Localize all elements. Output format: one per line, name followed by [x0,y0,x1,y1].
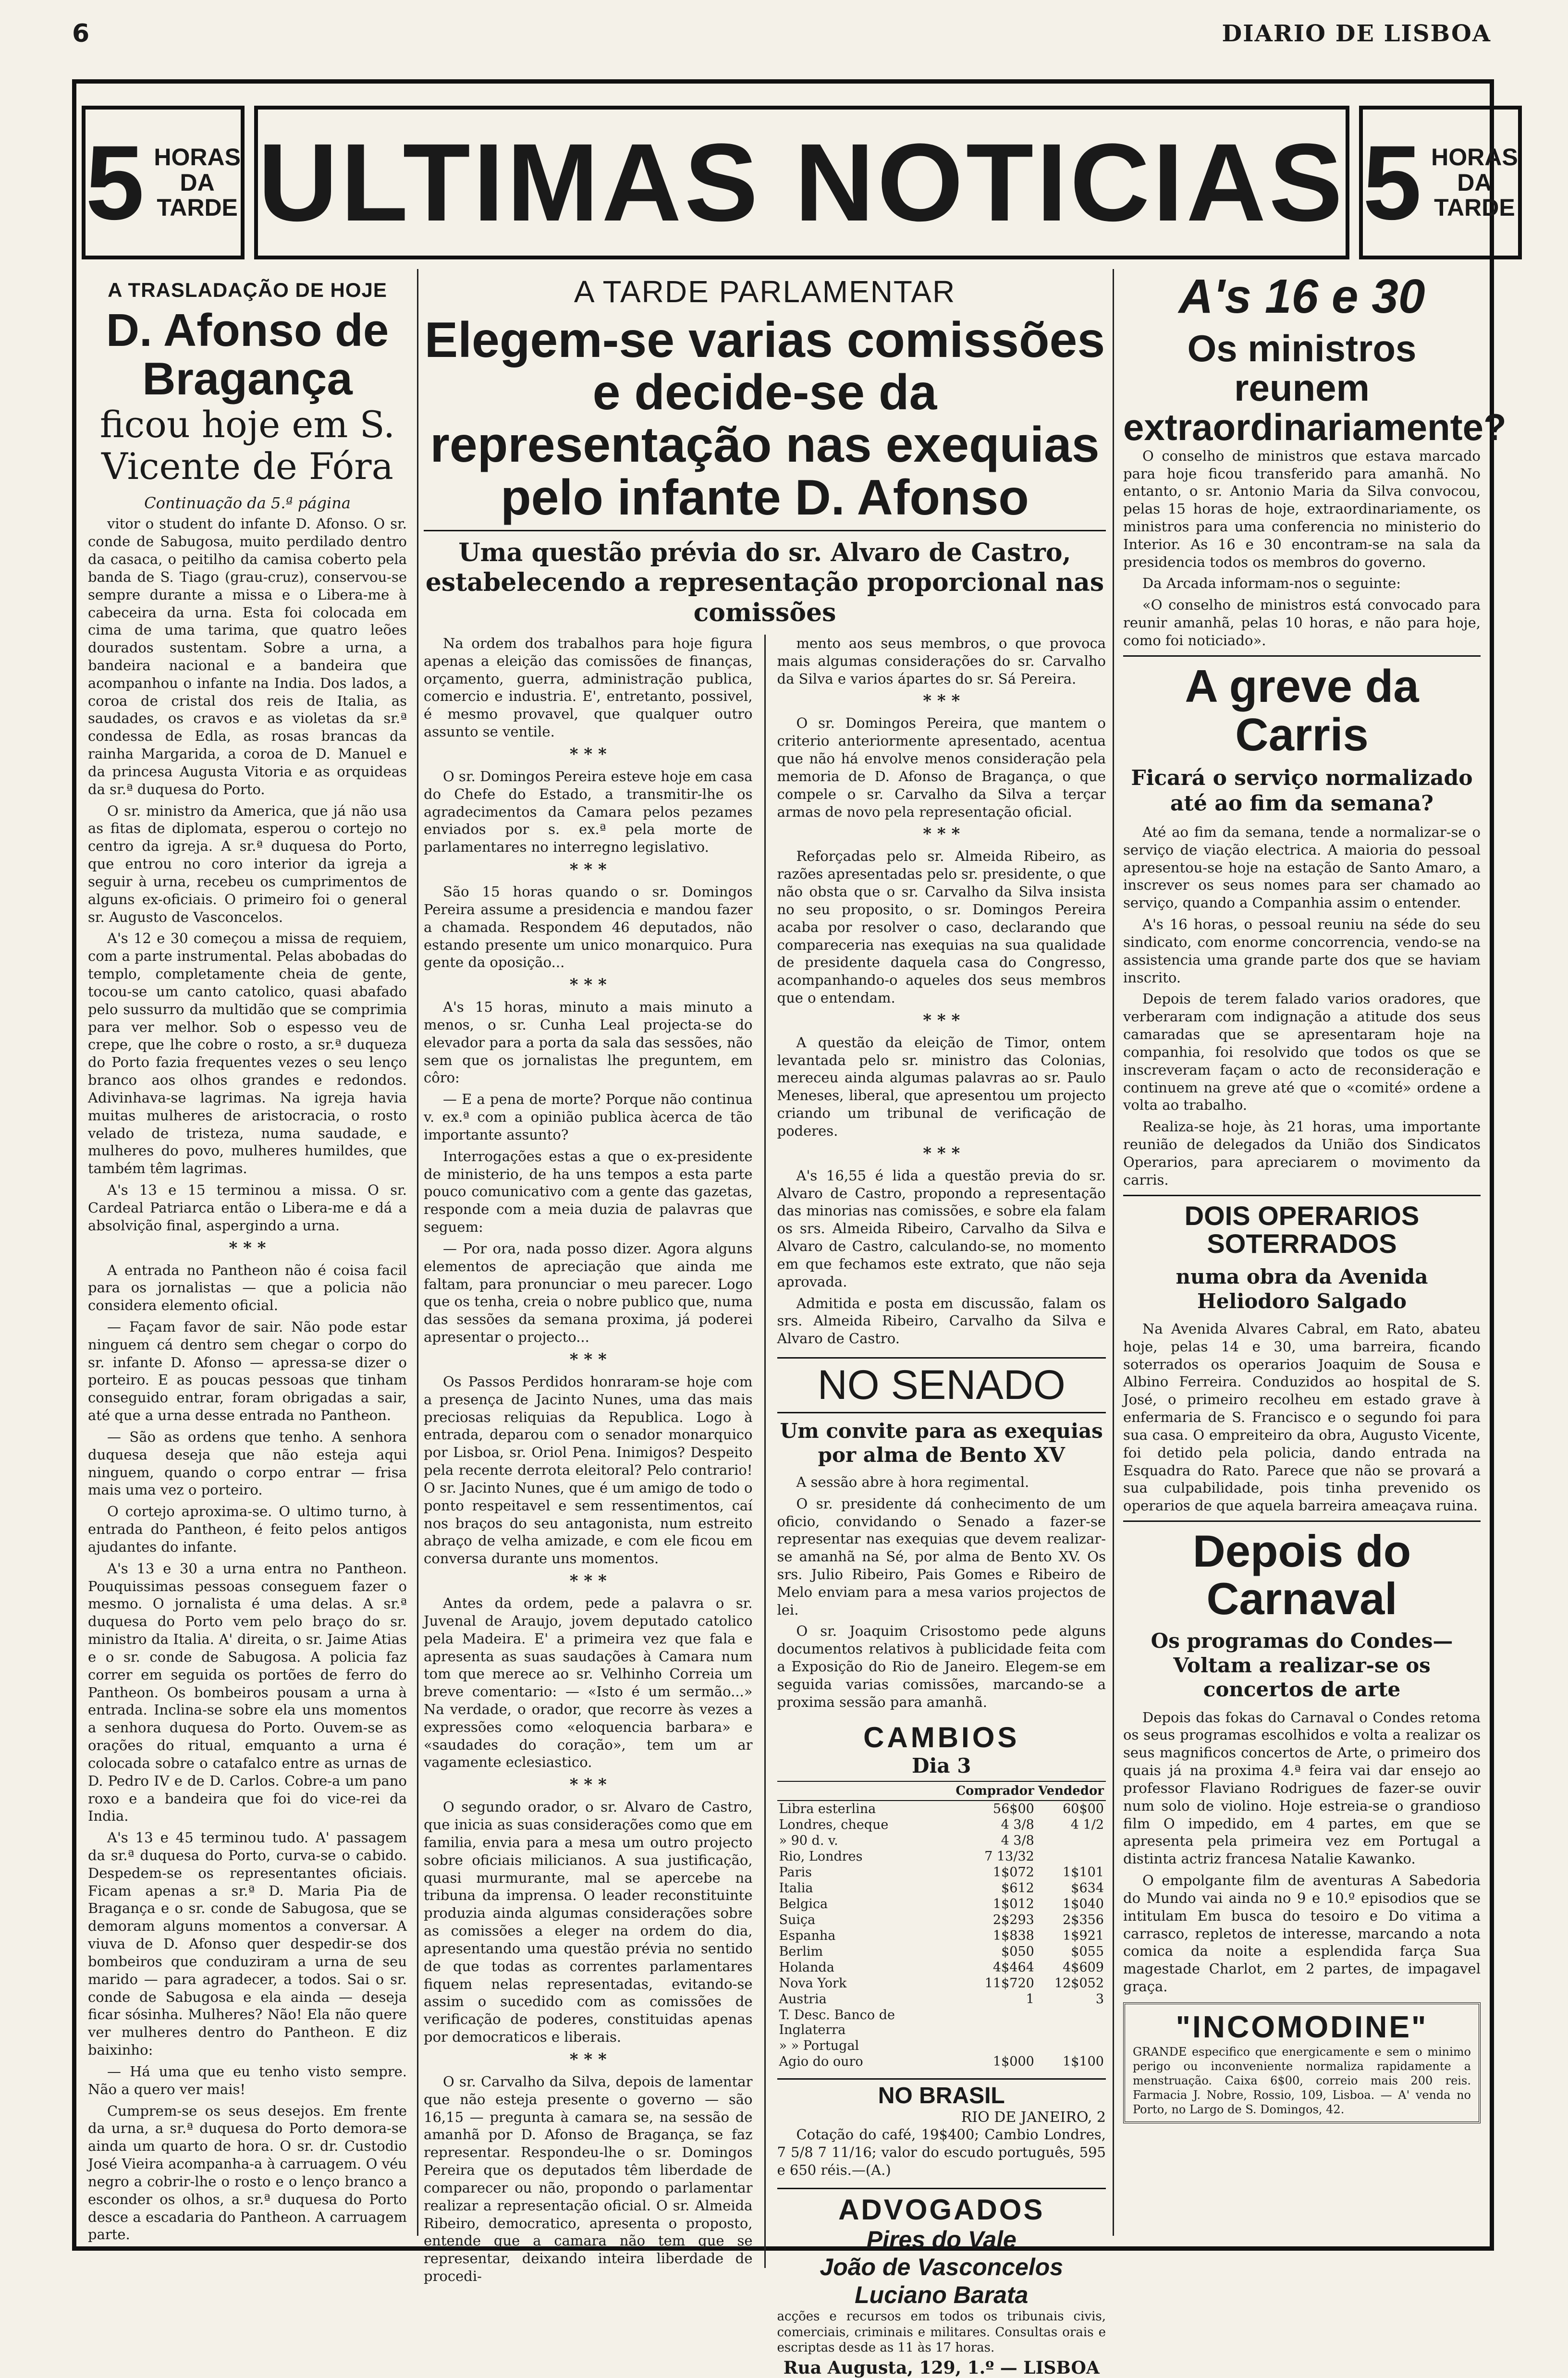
cambios-cell-vende [1036,1849,1106,1864]
cambios-row [777,1944,1106,1960]
left-hours-box [82,106,245,259]
col2-paragraph: São 15 horas quando o sr. Domingos Pereira assume a presidencia e mandou fazer a chamada. Respondem 46 deputados, não estando presente um unico monarquico. Pura gente da oposição... [424,883,753,971]
cambios-cell-compra: 4$464 [992,1960,1034,1975]
cambios-cell-compra: 1$838 [992,1928,1034,1944]
cambios-header-label [777,1781,954,1801]
col3-subhead-4: Os programas do Condes—Voltam a realizar-se os concertos de arte [1151,1629,1453,1702]
col2-paragraph: O sr. Domingos Pereira esteve hoje em casa do Chefe do Estado, a transmitir-lhe os agradecimentos da Camara pelos pezames enviados por s. ex.ª pela morte de parlamentares no interregno legislativo. [424,768,753,856]
incomodine-ad-text: GRANDE especifico que energicamente e sem o minimo perigo ou inconveniente normaliza rapidamente a menstruação. Caixa 6$00, correio mais 200 reis. Farmacia J. Nobre, Rossio, 109, Lisboa. — A' venda no Porto, no Largo de S. Domingos, 42. [1133,2045,1471,2116]
col1-deck: ficou hoje em S. Vicente de Fóra [99,403,395,488]
cambios-cell-label: Suiça [779,1912,816,1928]
brasil-title: NO BRASIL [777,2078,1106,2109]
cambios-cell-label: Belgica [779,1897,828,1912]
divider [1123,1195,1481,1196]
cambios-header-row [777,1781,1106,1801]
cambios-cell-compra: 1$012 [992,1897,1034,1912]
col3-headline-3: DOIS OPERARIOS SOTERRADOS [1184,1200,1420,1259]
col3-headline-4: Depois do Carnaval [1192,1526,1411,1624]
senado-paragraph: A sessão abre à hora regimental. [796,1473,1029,1490]
col2-paragraph: Antes da ordem, pede a palavra o sr. Juvenal de Araujo, jovem deputado catolico pela Madeira. E' a primeira vez que fala e apresenta as suas saudações à Camara num tom que merece ao sr. Velhinho Correia um breve comentario: — «Isto é um sermão...» Na verdade, o orador, que recorre às vezes a expressões como «eloquencia barbara» e «saudades do coração», tem um ar vagamente eclesiastico. [424,1595,753,1771]
section-separator: * * * [229,1238,266,1258]
advogados-name: Luciano Barata [855,2281,1029,2308]
col1-continuation: Continuação da 5.ª página [144,494,351,513]
brasil-dateline: RIO DE JANEIRO, 2 [961,2109,1106,2126]
col1-paragraph: — São as ordens que tenho. A senhora duquesa deseja que não esteja aqui ninguem, quando o corpo entrar — frisa mais uma vez o porteiro. [88,1428,407,1498]
col3-headline-1: Os ministros reunem extraordinariamente? [1123,327,1507,448]
col2-paragraph: A questão da eleição de Timor, ontem levantada pelo sr. ministro das Colonias, mereceu ainda algumas palavras ao sr. Paulo Meneses, liberal, que apresentou um projecto criando um tribunal de verificação de poderes. [777,1034,1106,1139]
advogados-title: ADVOGADOS [838,2193,1045,2226]
cambios-cell-compra: 11$720 [984,1976,1034,1991]
brasil-text: Cotação do café, 19$400; Cambio Londres, 7 5/8 7 11/16; valor do escudo português, 595 e 650 réis.—(A.) [777,2126,1106,2178]
col3-paragraph: Até ao fim da semana, tende a normalizar-se o serviço de viação electrica. A maioria do pessoal apresentou-se hoje na estação de Santo Amaro, a inscrever os seus nomes para ser chamado ao serviço, quando a Companhia assim o entender. [1123,823,1481,911]
cambios-cell-label: Libra esterlina [779,1802,876,1817]
col2-paragraph: — E a pena de morte? Porque não continua v. ex.ª com a opinião publica àcerca de tão importante assunto? [424,1091,753,1143]
cambios-row [777,1801,1106,1817]
cambios-cell-label: Espanha [779,1928,836,1944]
cambios-cell-vende: 60$00 [1063,1802,1104,1817]
col2-paragraph: Os Passos Perdidos honraram-se hoje com a presença de Jacinto Nunes, uma das mais preciosas reliquias da Republica. Logo à entrada, deparou com o senador monarquico por Lisboa, sr. Oriol Pena. Inimigos? Despeito pela recente derrota eleitoral? Pelo contrario! O sr. Jacinto Nunes, que é um amigo de todo o ponto respeitavel e sem ressentimentos, caí nos braços do seu antagonista, num estreito abraço de velha amizade, e com ele ficou em conversa durante uns momentos. [424,1373,753,1567]
incomodine-ad-name: "INCOMODINE" [1176,2009,1428,2044]
column-1 [79,269,416,2243]
senado-paragraph: O sr. Joaquim Crisostomo pede alguns documentos relativos à publicidade feita com a Exposição do Rio de Janeiro. Elegem-se em seguida varias comissões, marcando-se a proxima sessão para amanhã. [777,1623,1106,1710]
cambios-cell-vende: $055 [1071,1944,1104,1960]
col2-paragraph: A's 16,55 é lida a questão previa do sr. Alvaro de Castro, propondo a representação das minorias nas comissões, e sobre ela falam os srs. Almeida Ribeiro, Carvalho da Silva e Alvaro de Castro, calculando-se, no momento em que fechamos este extrato, que não seja aprovada. [777,1167,1106,1290]
left-hours-word-2: DA [180,169,215,196]
cambios-row [777,1896,1106,1912]
cambios-cell-vende: 4$609 [1063,1960,1104,1975]
cambios-cell-compra: 1$072 [992,1865,1034,1880]
cambios-cell-compra: 1$000 [992,2054,1034,2070]
col3-paragraph: O conselho de ministros que estava marcado para hoje ficou transferido para amanhã. No entanto, o sr. Antonio Maria da Silva convocou, pelas 15 horas de hoje, extraordinariamente, os ministros para uma conferencia no ministerio do Interior. As 16 e 30 encontram-se na sala da presidencia todos os membros do governo. [1123,447,1481,570]
col2-kicker: A TARDE PARLAMENTAR [574,274,956,309]
section-separator: * * * [569,1775,607,1795]
col1-headline: D. Afonso de Bragança [106,305,389,405]
col1-paragraph: O sr. ministro da America, que já não usa as fitas de diplomata, esperou o cortejo no centro da igreja. A sr.ª duquesa do Porto, que entrou no coro interior da igreja a seguir à urna, recebeu os cumprimentos de alguns ex-oficiais. O primeiro foi o general sr. Augusto de Vasconcelos. [88,802,407,925]
page-header [72,19,1491,48]
cambios-cell-vende: 1$040 [1063,1897,1104,1912]
col2-right-subcolumn [777,635,1106,2378]
cambios-row [777,1928,1106,1944]
section-separator: * * * [923,1143,960,1163]
cambios-cell-label: Berlim [779,1944,823,1960]
left-hours-number: 5 [86,123,145,242]
col1-paragraph: — Façam favor de sair. Não pode estar ninguem cá dentro sem chegar o corpo do sr. infante D. Afonso — apressa-se dizer o porteiro. E as poucas pessoas que tinham conseguido entrar, foram obrigadas a sair, até que a urna desse entrada no Pantheon. [88,1318,407,1424]
cambios-cell-vende: 2$356 [1063,1912,1104,1928]
advogados-ad [777,2188,1106,2378]
right-hours-number: 5 [1362,123,1422,242]
col2-body [424,635,1106,2378]
col2-paragraph: Interrogações estas a que o ex-presidente de ministerio, de ha uns tempos a esta parte pouco comunicativo com a gente das gazetas, responde com a meia duzia de palavras que seguem: [424,1148,753,1236]
col1-kicker: A TRASLADAÇÃO DE HOJE [108,279,387,301]
col3-kicker: A's 16 e 30 [1178,270,1425,323]
cambios-cell-label: Paris [779,1865,812,1880]
col1-paragraph: vitor o student do infante D. Afonso. O sr. conde de Sabugosa, muito perdilado dentro da casaca, o peitilho da camisa coberto pela banda de S. Tiago (grau-cruz), conservou-se sempre durante a missa e o Libera-me à cabeceira da urna. Esta foi colocada em cima de uma tarima, que quatro leões dourados sustentam. Sobre a urna, a bandeira nacional e a bandeira que acompanhou o infante na India. Dos lados, a coroa de cristal dos reis de Italia, as saudades, os cravos e as violetas da sr.ª condessa de Edla, as rosas brancas da rainha Margarida, a coroa de D. Manuel e da princesa Augusta Vitoria e as orquideas da sr.ª duquesa do Porto. [88,515,407,797]
cambios-row [777,1960,1106,1975]
cambios-row [777,1880,1106,1896]
cambios-cell-compra: $050 [1001,1944,1034,1960]
col3-paragraph: Realiza-se hoje, às 21 horas, uma importante reunião de delegados da União dos Sindicatos Operarios, para apreciarem o movimento da carris. [1123,1118,1481,1188]
cambios-cell-label: Austria [779,1992,827,2007]
cambios-cell-compra: 7 13/32 [984,1849,1034,1864]
cambios-cell-compra [954,2038,1036,2054]
cambios-cell-compra: 4 3/8 [1001,1817,1034,1833]
col3-headline-2: A greve da Carris [1185,660,1419,760]
col3-paragraph: Da Arcada informam-nos o seguinte: [1142,575,1401,592]
cambios-cell-vende: 12$052 [1054,1976,1104,1991]
cambios-cell-vende: 3 [1095,1992,1104,2007]
col2-paragraph: mento aos seus membros, o que provoca mais algumas considerações do sr. Carvalho da Silva e varios ápartes do sr. Sá Pereira. [777,635,1106,687]
section-title: ULTIMAS NOTICIAS [254,106,1349,259]
cambios-cell-label: Italia [779,1881,813,1896]
cambios-header-vende: Vendedor [1036,1781,1106,1801]
col1-paragraph: — Há uma que eu tenho visto sempre. Não a quero ver mais! [88,2063,407,2097]
cambios-cell-compra: 2$293 [992,1912,1034,1928]
col3-subhead-2: Ficará o serviço normalizado até ao fim da semana? [1131,766,1473,816]
cambios-row [777,1849,1106,1864]
cambios-table [777,1781,1106,2070]
right-hours-word-3: TARDE [1434,194,1515,221]
cambios-cell-compra: 56$00 [992,1802,1034,1817]
section-banner [82,106,1518,259]
advogados-name: Pires do Vale [866,2226,1017,2253]
cambios-row [777,1975,1106,1991]
left-hours-word-1: HORAS [154,144,241,171]
cambios-cell-label: Nova York [779,1976,847,1991]
cambios-row [777,1912,1106,1928]
column-2 [419,269,1111,2378]
advogados-text: acções e recursos em todos os tribunais civis, comerciais, criminais e militares. Consultas orais e escriptas desde as 11 às 17 horas. [777,2309,1106,2355]
section-separator: * * * [923,824,960,844]
col3-paragraph: O empolgante film de aventuras A Sabedoria do Mundo vai ainda no 9 e 10.º episodios que se intitulam Em busca do tesoiro e Do vitima a carrasco, repletos de interesse, marcando a nota comica da noite a esplendida farça Sua magestade Charlot, em 2 partes, de impagavel graça. [1123,1872,1481,1995]
cambios-cell-label: Rio, Londres [779,1849,863,1864]
col3-paragraph: Depois de terem falado varios oradores, que verberaram com indignação a atitude dos seus camaradas que se apresentaram hoje na companhia, foi resolvido que todos os que se inscreveram façam o acto de reconsideração e continuem na greve até que o «comité» ordene a volta ao trabalho. [1123,991,1481,1114]
section-separator: * * * [569,744,607,764]
col2-paragraph: Reforçadas pelo sr. Almeida Ribeiro, as razões apresentadas pelo sr. presidente, o que não obsta que o sr. Carvalho da Silva insista no seu proposito, o sr. Domingos Pereira acaba por resolver o caso, declarando que compareceria nas exequias na sua qualidade de presidente daquela casa do Congresso, acompanhando-o aqueles dos seus membros que o entendam. [777,848,1106,1006]
right-hours-word-1: HORAS [1431,144,1518,171]
divider [1123,655,1481,657]
col2-subhead: Uma questão prévia do sr. Alvaro de Castro, estabelecendo a representação proporcional nas comissões [425,538,1104,627]
cambios-cell-label: » 90 d. v. [779,1833,838,1849]
cambios-title: CAMBIOS [863,1721,1020,1753]
col1-paragraph: A's 13 e 45 terminou tudo. A' passagem da sr.ª duquesa do Porto, curva-se o cabido. Despedem-se os representantes oficiais. Ficam apenas a sr.ª D. Maria Pia de Bragança e o sr. conde de Sabugosa, que se demoram alguns momentos a conversar. A viuva de D. Afonso quer despedir-se dos bombeiros que conduziram a urna de seu marido — para agradecer, a todos. Sai o sr. conde de Sabugosa e ela ainda — deseja ficar sósinha. Mulheres? Não! Ela não quere ver mulheres dentro do Pantheon. E diz baixinho: [88,1829,407,2059]
cambios-row [777,1833,1106,1849]
col3-paragraph: «O conselho de ministros está convocado para reunir amanhã, pelas 10 horas, e não para hoje, como foi noticiado». [1123,597,1481,649]
senado-subhead: Um convite para as exequias por alma de Bento XV [780,1419,1103,1467]
incomodine-ad [1123,2002,1481,2123]
column-rule [1113,269,1114,2236]
column-rule [764,635,766,2268]
cambios-cell-label: » » Portugal [779,2038,859,2054]
cambios-cell-vende [1036,2038,1106,2054]
col2-left-subcolumn [424,635,753,2284]
cambios-row [777,2038,1106,2054]
col3-paragraph: A's 16 horas, o pessoal reuniu na séde do seu sindicato, com enorme concorrencia, vendo-se na assistencia uma grande parte dos que se haviam inscrito. [1123,916,1481,986]
senado-paragraph: O sr. presidente dá conhecimento de um oficio, convidando o Senado a fazer-se representar nas exequias que devem realizar-se amanhã na Sé, por alma de Bento XV. Os srs. Julio Ribeiro, Pais Gomes e Ribeiro de Melo enviam para a mesa varios projectos de lei. [777,1495,1106,1618]
section-separator: * * * [569,860,607,880]
col1-paragraph: A's 13 e 30 a urna entra no Pantheon. Pouquissimas pessoas conseguem fazer o mesmo. O jornalista é uma delas. A sr.ª duquesa do Porto vem pelo braço do sr. ministro da Italia. A' direita, o sr. Jaime Atias e o sr. conde de Sabugosa. A policia faz correr em seguida os portões de ferro do Pantheon. Os bombeiros pousam a urna à entrada. Inclina-se sobre ela uns momentos a senhora duquesa do Porto. Ouvem-se as orações do ritual, emquanto a urna é colocada sobre o catafalco entre as urnas de D. Pedro IV e de D. Carlos. Cobre-a um pano roxo e a bandeira que foi do vice-rei da India. [88,1560,407,1825]
advogados-name: João de Vasconcelos [820,2254,1064,2280]
cambios-cell-vende: 4 1/2 [1070,1817,1104,1833]
cambios-cell-compra: 1 [1026,1992,1034,2007]
cambios-cell-compra [954,2007,1036,2038]
col1-paragraph: A's 13 e 15 terminou a missa. O sr. Cardeal Patriarca então o Libera-me e dá a absolvição final, aspergindo a urna. [88,1182,407,1234]
advogados-address: Rua Augusta, 129, 1.º — LISBOA [783,2357,1100,2378]
right-hours-box [1359,106,1522,259]
cambios-table-body [777,1801,1106,2070]
section-separator: * * * [923,1010,960,1030]
cambios-cell-vende: 1$100 [1063,2054,1104,2070]
section-separator: * * * [569,2049,607,2069]
cambios-cell-compra: 4 3/8 [1001,1833,1034,1849]
section-separator: * * * [569,1349,607,1369]
col2-paragraph: O sr. Domingos Pereira, que mantem o criterio anteriormente apresentado, acentua que não há envolve menos consideração pela memoria de D. Afonso de Bragança, o que compele o sr. Carvalho da Silva a terçar armas de novo pela representação oficial. [777,715,1106,820]
cambios-cell-label: Agio do ouro [779,2054,863,2070]
col2-paragraph: O segundo orador, o sr. Alvaro de Castro, que inicia as suas considerações como que em familia, envia para a mesa um outro projecto sobre oficiais milicianos. A sua justificação, quasi murmurante, mal se apercebe na tribuna da imprensa. O leader reconstituinte produzia ainda algumas considerações sobre as comissões a eleger na ordem do dia, apresentando uma questão prévia no sentido de que todas as correntes parlamentares fiquem nelas representadas, evitando-se assim o sucedido com as comissões de verificação de poderes, constituidas apenas por democraticos e liberais. [424,1799,753,2046]
column-rule [417,269,418,2236]
cambios-cell-vende [1036,1833,1106,1849]
col1-paragraph: O cortejo aproxima-se. O ultimo turno, à entrada do Pantheon, é feito pelos antigos ajudantes do infante. [88,1503,407,1555]
cambios-row [777,2054,1106,2070]
section-separator: * * * [569,975,607,995]
cambios-row [777,2007,1106,2038]
cambios-header-compra: Comprador [954,1781,1036,1801]
cambios-cell-vende: 1$101 [1063,1865,1104,1880]
cambios-subtitle: Dia 3 [912,1753,971,1777]
col2-paragraph: Na ordem dos trabalhos para hoje figura apenas a eleição das comissões de finanças, orçamento, guerra, administração publica, comercio e industria. E', entretanto, possivel, é mesmo provavel, que qualquer outro assunto se ventile. [424,635,753,740]
col3-subhead-3: numa obra da Avenida Heliodoro Salgado [1176,1265,1428,1313]
page-number: 6 [72,19,90,48]
col2-paragraph: — Por ora, nada posso dizer. Agora alguns elementos de apreciação que ainda me faltam, para pronunciar o meu parecer. Logo que os tenha, creia o nobre publico que, numa das sessões da semana proxima, já poderei apresentar o projecto... [424,1240,753,1346]
divider [424,530,1106,531]
cambios-cell-vende [1036,2007,1106,2038]
cambios-cell-vende: 1$921 [1063,1928,1104,1944]
cambios-row [777,1991,1106,2007]
senado-title: NO SENADO [777,1357,1106,1413]
column-3 [1115,269,1507,2229]
col1-paragraph: Cumprem-se os seus desejos. Em frente da urna, a sr.ª duquesa do Porto demora-se ainda um quarto de hora. O sr. dr. Custodio José Vieira acompanha-a à carruagem. O véu negro a cobrir-lhe o rosto e o lenço branco a esconder os olhos, a sr.ª duquesa do Porto desce a escadaria do Pantheon. A carruagem parte. [88,2102,407,2243]
left-hours-label [154,145,241,221]
section-separator: * * * [923,691,960,711]
section-separator: * * * [569,1571,607,1591]
right-hours-label [1431,145,1518,221]
col2-paragraph: O sr. Carvalho da Silva, depois de lamentar que não esteja presente o governo — são 16,15 — pregunta à camara se, na sessão de amanhã por D. Afonso de Bragança, se faz representar. Respondeu-lhe o sr. Domingos Pereira que os deputados têm liberdade de comparecer ou não, propondo o parlamentar realizar a representação oficial. O sr. Almeida Ribeiro, democratico, apresenta o proposto, entende que a camara não tem que se representar, deixando inteira liberdade de procedi- [424,2073,753,2284]
col2-paragraph: Admitida e posta em discussão, falam os srs. Almeida Ribeiro, Carvalho da Silva e Alvaro de Castro. [777,1295,1106,1347]
col1-paragraph: A entrada no Pantheon não é coisa facil para os jornalistas — que a policia não considera elemento oficial. [88,1262,407,1314]
col1-paragraph: A's 12 e 30 começou a missa de requiem, com a parte instrumental. Pelas abobadas do templo, completamente cheia de gente, tocou-se um canto catolico, quasi abafado pelo sussurro da multidão que se comprimia para ver melhor. Sob o espesso veu de crepe, que lhe cobre o rosto, a sr.ª duqueza do Porto fazia frequentes vezes o seu lenço branco aos olhos grandes e redondos. Adivinhava-se lagrimas. Na igreja havia muitas mulheres de aristocracia, o rosto velado de tristeza, numa saudade, e mulheres do povo, mulheres humildes, que também têm lagrimas. [88,930,407,1177]
col2-headline: Elegem-se varias comissões e decide-se da representação nas exequias pelo infante D. Afonso [424,312,1105,526]
left-hours-word-3: TARDE [157,194,238,221]
cambios-cell-label: Holanda [779,1960,834,1975]
col3-paragraph: Na Avenida Alvares Cabral, em Rato, abateu hoje, pelas 14 e 30, uma barreira, ficando soterrados os operarios Joaquim de Sousa e Albino Ferreira. Conduzidos ao hospital de S. José, o primeiro recolheu em estado grave à enfermaria de S. Francisco e o segundo foi para sua casa. O empreiteiro da obra, Augusto Vicente, foi detido pela policia, dando entrada na Esquadra do Rato. Parece que não se provará a sua culpabilidade, pois tinha prevenido os operarios de que aquela barreira ameaçava ruina. [1123,1320,1481,1514]
cambios-cell-compra: $612 [1001,1881,1034,1896]
col3-paragraph: Depois das fokas do Carnaval o Condes retoma os seus programas escolhidos e volta a realizar os seus magnificos concertos de Arte, o primeiro dos quais já na proxima 4.ª feira vai dar ensejo ao professor Flaviano Rodrigues de fazer-se ouvir num solo de violino. Hoje estreia-se o grandioso film O impedido, em 4 partes, em que se apresenta pela primeira vez em Portugal a distinta actriz francesa Natalie Kawanko. [1123,1709,1481,1867]
cambios-cell-label: Londres, cheque [779,1817,889,1833]
cambios-row [777,1817,1106,1833]
cambios-row [777,1864,1106,1880]
cambios-cell-label: T. Desc. Banco de Inglaterra [779,2008,895,2038]
col2-paragraph: A's 15 horas, minuto a mais minuto a menos, o sr. Cunha Leal projecta-se do elevador para a porta da sala das sessões, não sem que os jornalistas lhe preguntem, em côro: [424,999,753,1086]
divider [1123,1520,1481,1522]
right-hours-word-2: DA [1457,169,1492,196]
newspaper-name: DIARIO DE LISBOA [1222,20,1491,47]
cambios-cell-vende: $634 [1071,1881,1104,1896]
